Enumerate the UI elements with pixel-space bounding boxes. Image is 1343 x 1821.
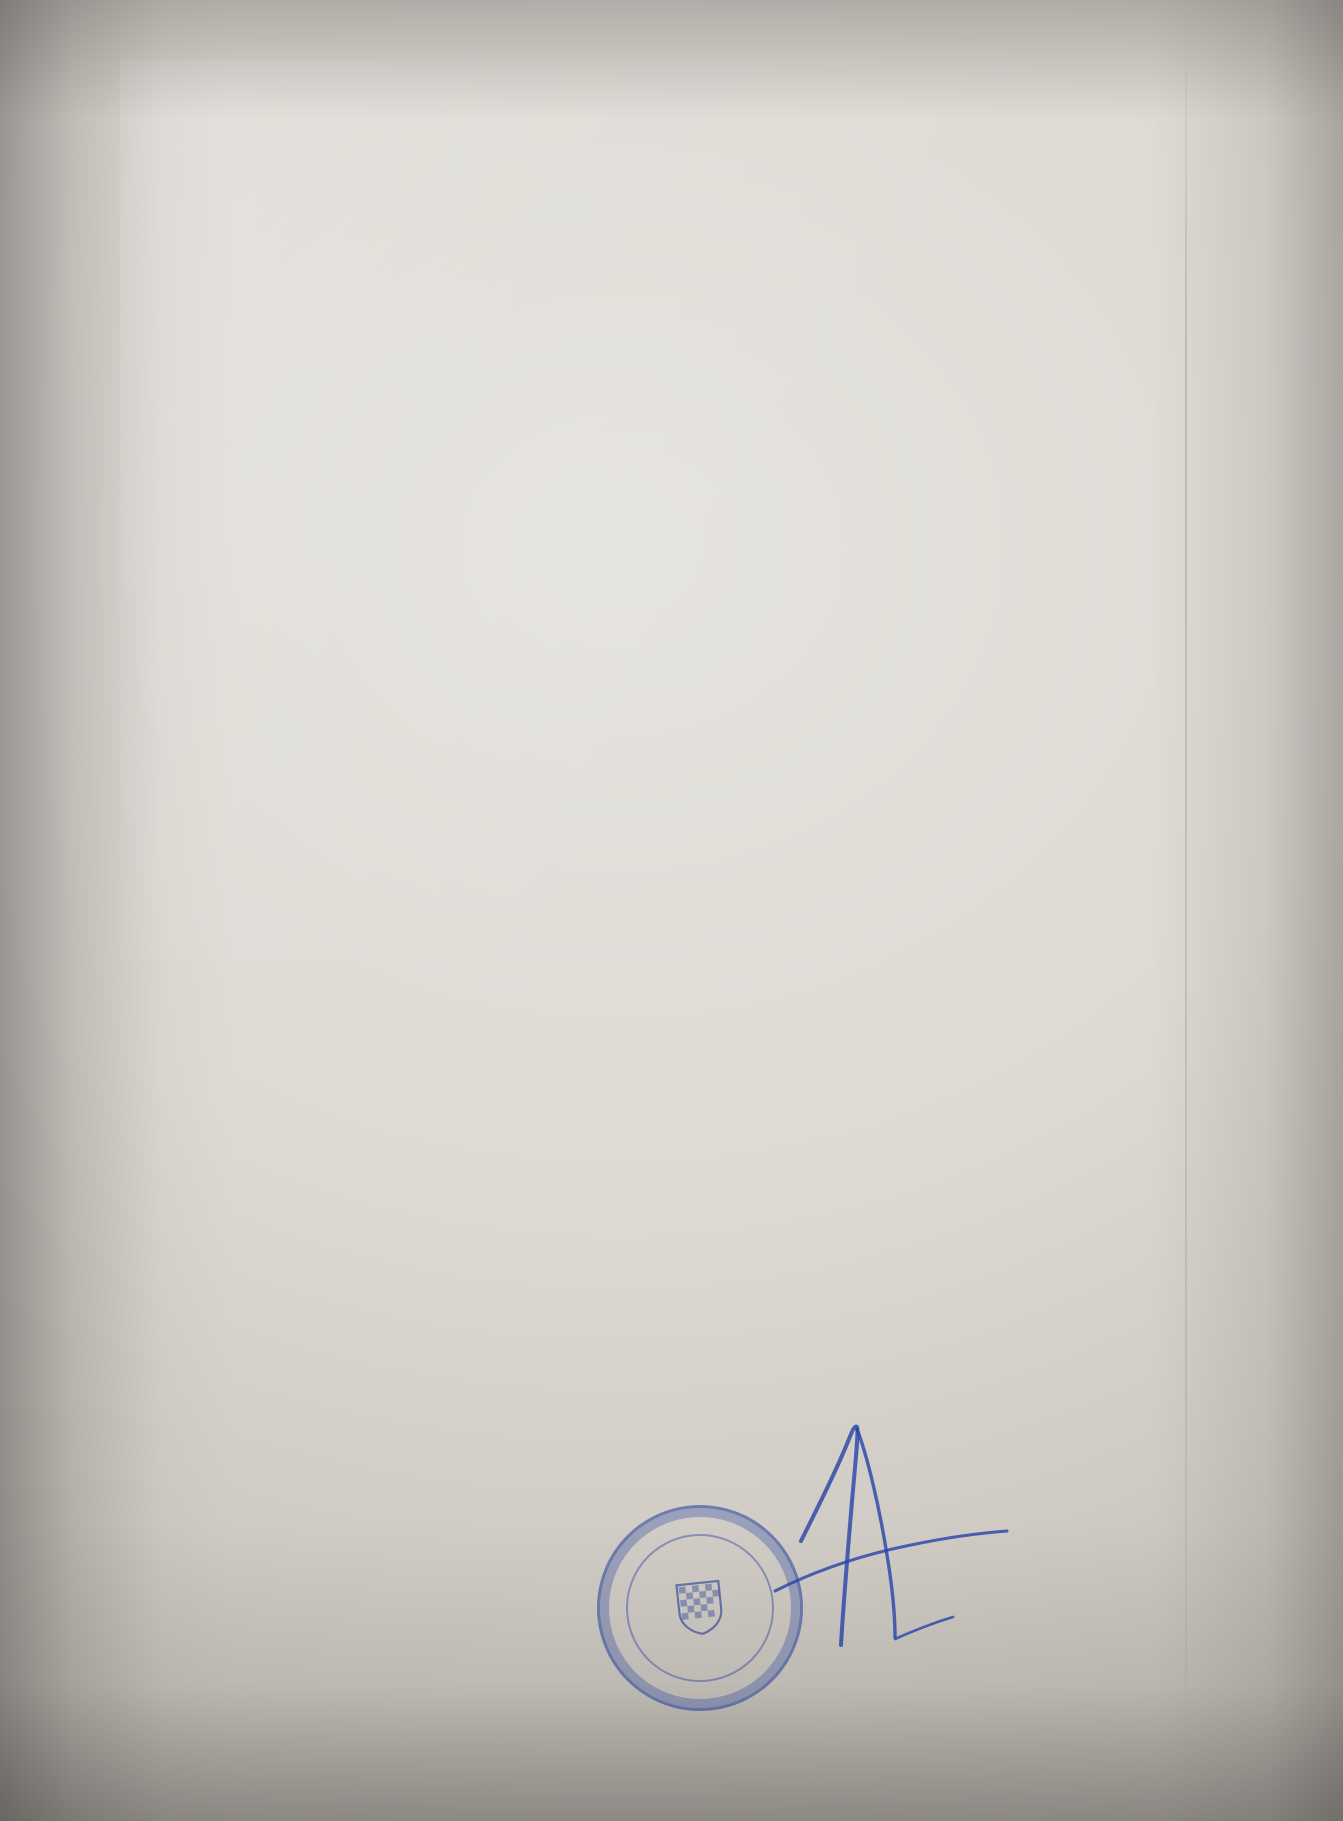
spacer <box>151 307 1194 361</box>
spacer <box>150 105 1193 151</box>
spacer <box>152 355 1195 409</box>
spacer <box>151 227 1194 273</box>
spacer <box>152 403 1195 449</box>
spacer <box>151 267 1194 313</box>
document-body <box>150 75 1195 449</box>
spacer <box>151 185 1194 231</box>
spacer <box>150 145 1193 191</box>
